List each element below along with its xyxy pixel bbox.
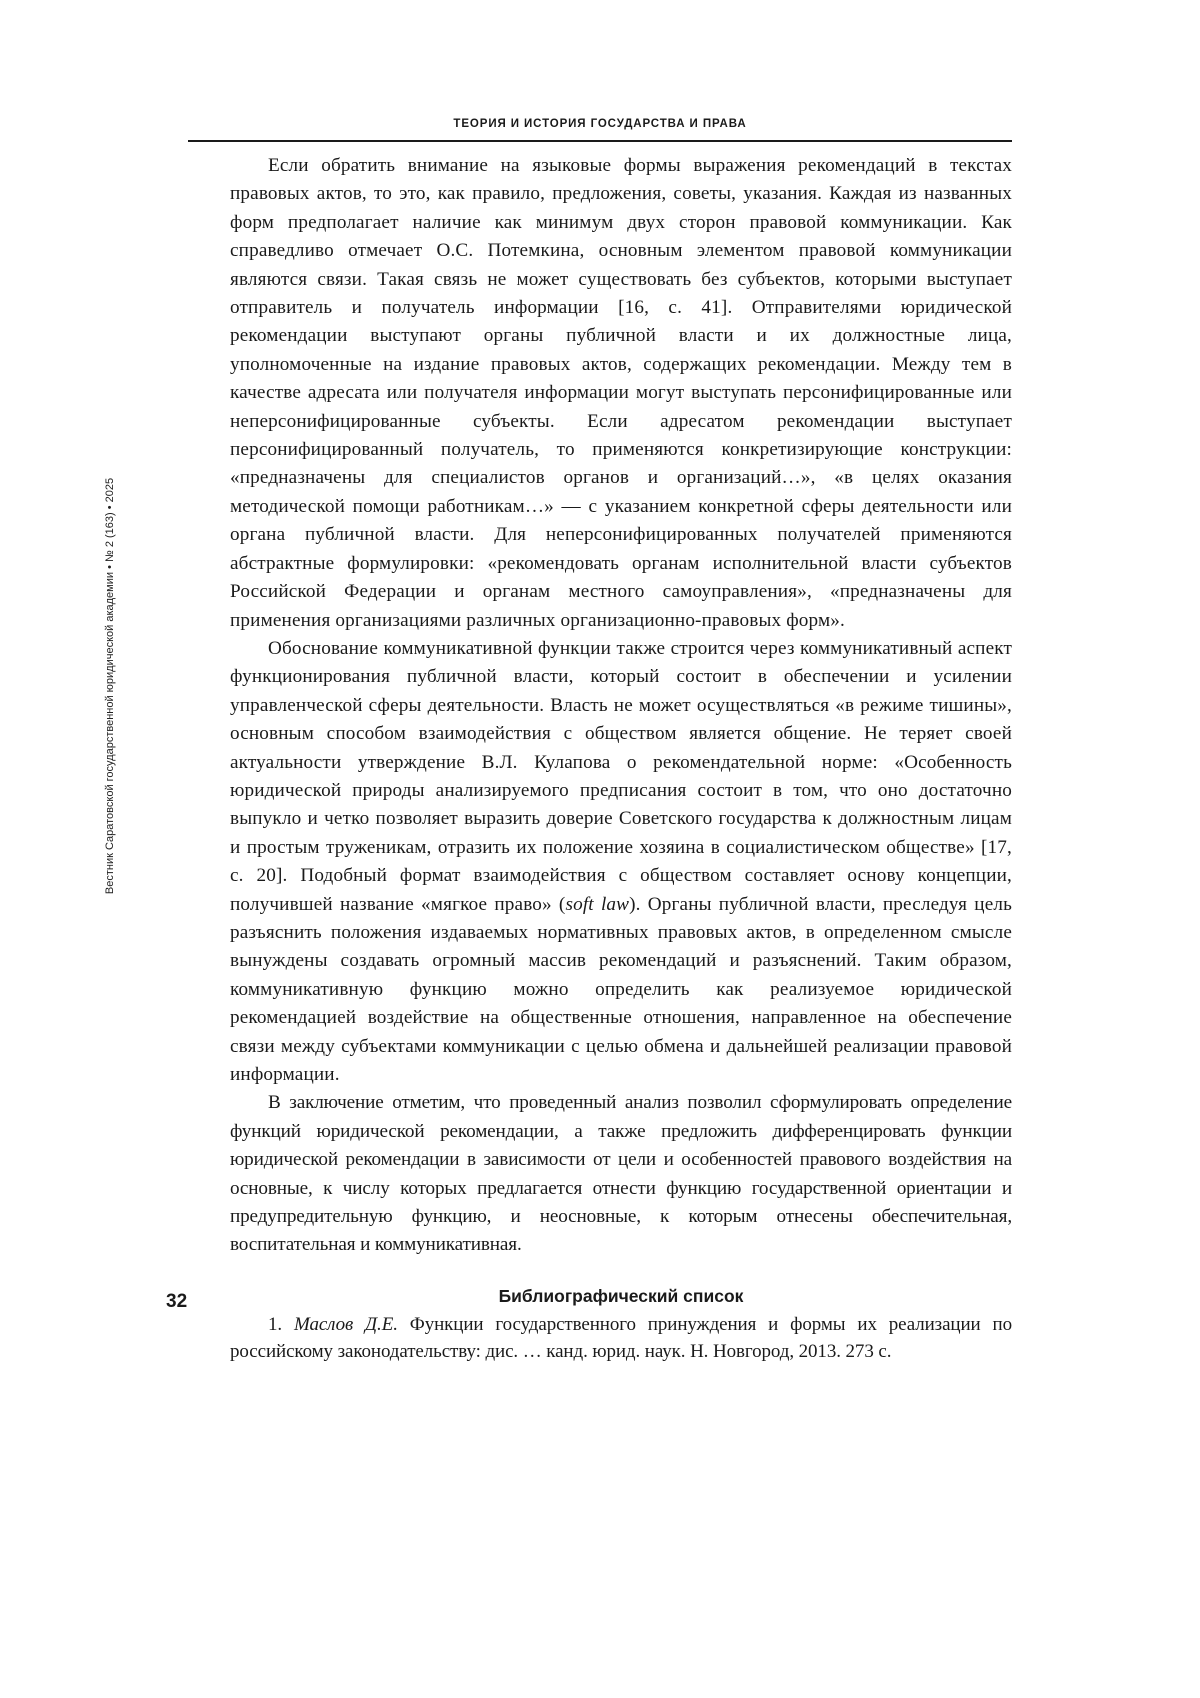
header-divider bbox=[188, 140, 1012, 142]
paragraph: Обоснование коммуникативной функции также строится через коммуникативный аспект функционирования публичной власти, который состоит в обеспечении и усилении управленческой сферы деятельности. Власть не может осуществляться «в режиме тишины», основным способом взаимодействия с обществом является общение. Не теряет своей актуальности утверждение В.Л. Кулапова о рекомендательной норме: «Особенность юридической природы анализируемого предписания состоит в том, что оно достаточно выпукло и четко позволяет выразить доверие Советского государства к должностным лицам и простым труженикам, отразить их положение хозяина в социалистическом обществе» [17, с. 20]. Подобный формат взаимодействия с обществом составляет основу концепции, получившей название «мягкое право» (soft law). Органы публичной власти, преследуя цель разъяснить положения издаваемых нормативных правовых актов, в определенном смысле вынуждены создавать огромный массив рекомендаций и разъяснений. Таким образом, коммуникативную функцию можно определить как реализуемое юридической рекомендацией воздействие на общественные отношения, направленное на обеспечение связи между субъектами коммуникации с целью обмена и дальнейшей реализации правовой информации. bbox=[230, 637, 1013, 1085]
main-text-column bbox=[230, 152, 1012, 1365]
bibliography-item-author: Маслов Д.Е. bbox=[293, 1313, 398, 1335]
paragraph: В заключение отметим, что проведенный анализ позволил сформулировать определение функций юридической рекомендации, а также предложить дифференцировать функции юридической рекомендации в зависимости от цели и особенностей правового воздействия на основные, к числу которых предлагается отнести функцию государственной ориентации и предупредительную функцию, и неосновные, к которым отнесены обеспечительная, воспитательная и коммуникативная. bbox=[230, 1092, 1012, 1256]
latin-term: soft law bbox=[565, 893, 630, 915]
page-number: 32 bbox=[166, 1291, 188, 1312]
bibliography-heading: Библиографический список bbox=[498, 1285, 744, 1306]
bibliography-item bbox=[230, 1311, 1012, 1365]
bibliography-item-text: Функции государственного принуждения и формы их реализации по российскому законодательству: дис. … канд. юрид. наук. Н. Новгород, 2013. 273 с. bbox=[230, 1313, 1012, 1362]
bibliography-item-number: 1. bbox=[268, 1313, 283, 1335]
journal-side-caption: Вестник Саратовской государственной юридической академии • № 2 (163) • 2025 bbox=[104, 477, 116, 895]
running-head: ТЕОРИЯ И ИСТОРИЯ ГОСУДАРСТВА И ПРАВА bbox=[453, 118, 747, 130]
paragraph: Если обратить внимание на языковые формы выражения рекомендаций в текстах правовых актов, то это, как правило, предложения, советы, указания. Каждая из названных форм предполагает наличие как минимум двух сторон правовой коммуникации. Как справедливо отмечает О.С. Потемкина, основным элементом правовой коммуникации являются связи. Такая связь не может существовать без субъектов, которыми выступает отправитель и получатель информации [16, с. 41]. Отправителями юридической рекомендации выступают органы публичной власти и их должностные лица, уполномоченные на издание правовых актов, содержащих рекомендации. Между тем в качестве адресата или получателя информации могут выступать персонифицированные или неперсонифицированные субъекты. Если адресатом рекомендации выступает персонифицированный получатель, то применяются конкретизирующие конструкции: «предназначены для специалистов органов и организаций…», «в целях оказания методической помощи работникам…» — с указанием конкретной сферы деятельности или органа публичной власти. Для неперсонифицированных получателей применяются абстрактные формулировки: «рекомендовать органам исполнительной власти субъектов Российской Федерации и органам местного самоуправления», «предназначены для применения организациями различных организационно-правовых форм». bbox=[230, 155, 1012, 631]
